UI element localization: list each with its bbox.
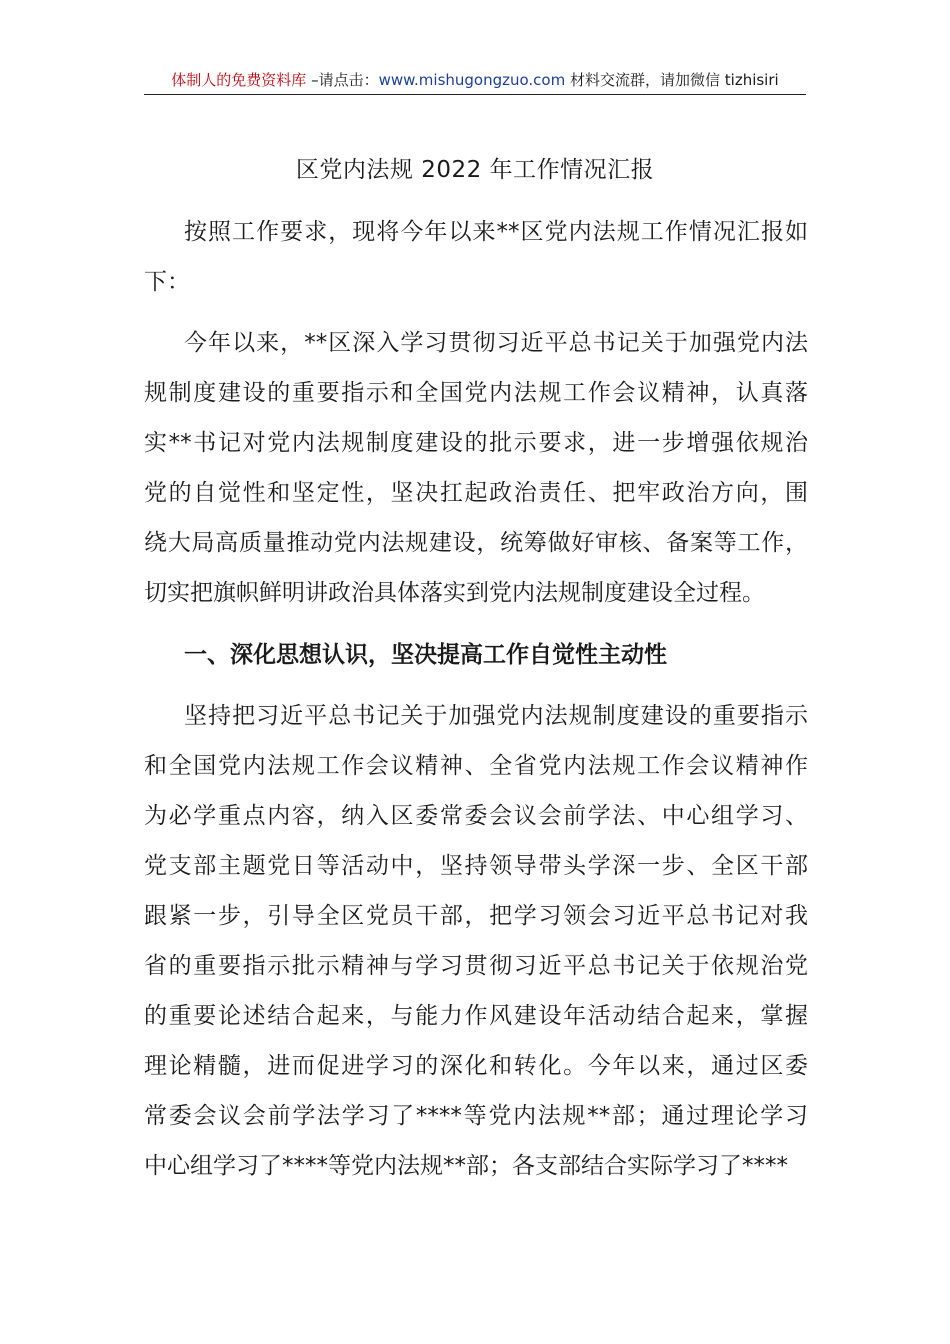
header-brand: 体制人的免费资料库: [171, 71, 307, 89]
section-1-paragraph: [144, 691, 808, 1191]
intro-line-1: 按照工作要求，现将今年以来**区党内法规工作情况汇报如: [184, 219, 808, 245]
p1-line-3: 实**书记对党内法规制度建设的批示要求，进一步增强依规治: [144, 430, 808, 456]
s1-line-6: 省的重要指示批示精神与学习贯彻习近平总书记关于依规治党: [144, 953, 808, 979]
s1-line-7: 的重要论述结合起来，与能力作风建设年活动结合起来，掌握: [144, 1003, 808, 1029]
s1-line-2: 和全国党内法规工作会议精神、全省党内法规工作会议精神作: [144, 753, 808, 779]
p1-line-5: 绕大局高质量推动党内法规建设，统筹做好审核、备案等工作，: [144, 530, 808, 556]
s1-line-3: 为必学重点内容，纳入区委常委会议会前学法、中心组学习、: [144, 803, 808, 829]
p1-line-2: 规制度建设的重要指示和全国党内法规工作会议精神，认真落: [144, 380, 808, 406]
p1-line-4: 党的自觉性和坚定性，坚决扛起政治责任、把牢政治方向，围: [144, 480, 808, 506]
p1-line-1: 今年以来，**区深入学习贯彻习近平总书记关于加强党内法: [184, 330, 808, 356]
intro-paragraph: [144, 207, 808, 307]
s1-line-4: 党支部主题党日等活动中，坚持领导带头学深一步、全区干部: [144, 853, 808, 879]
s1-line-8: 理论精髓，进而促进学习的深化和转化。今年以来，通过区委: [144, 1053, 808, 1079]
header-prompt: –请点击：: [306, 71, 379, 89]
header-link[interactable]: www.mishugongzuo.com: [378, 71, 566, 89]
s1-line-5: 跟紧一步，引导全区党员干部，把学习领会习近平总书记对我: [144, 903, 808, 929]
header-contact: 材料交流群，请加微信 tizhisiri: [565, 71, 779, 89]
s1-line-10: 中心组学习了****等党内法规**部；各支部结合实际学习了****: [144, 1153, 788, 1179]
document-title: 区党内法规 2022 年工作情况汇报: [295, 157, 655, 183]
section-1-heading: 一、深化思想认识，坚决提高工作自觉性主动性: [184, 642, 667, 668]
paragraph-1: [144, 318, 808, 618]
page-header: [144, 68, 806, 95]
s1-line-9: 常委会议会前学法学习了****等党内法规**部；通过理论学习: [144, 1103, 808, 1129]
intro-line-2: 下：: [144, 269, 190, 295]
p1-line-6: 切实把旗帜鲜明讲政治具体落实到党内法规制度建设全过程。: [144, 580, 765, 606]
s1-line-1: 坚持把习近平总书记关于加强党内法规制度建设的重要指示: [184, 703, 808, 729]
